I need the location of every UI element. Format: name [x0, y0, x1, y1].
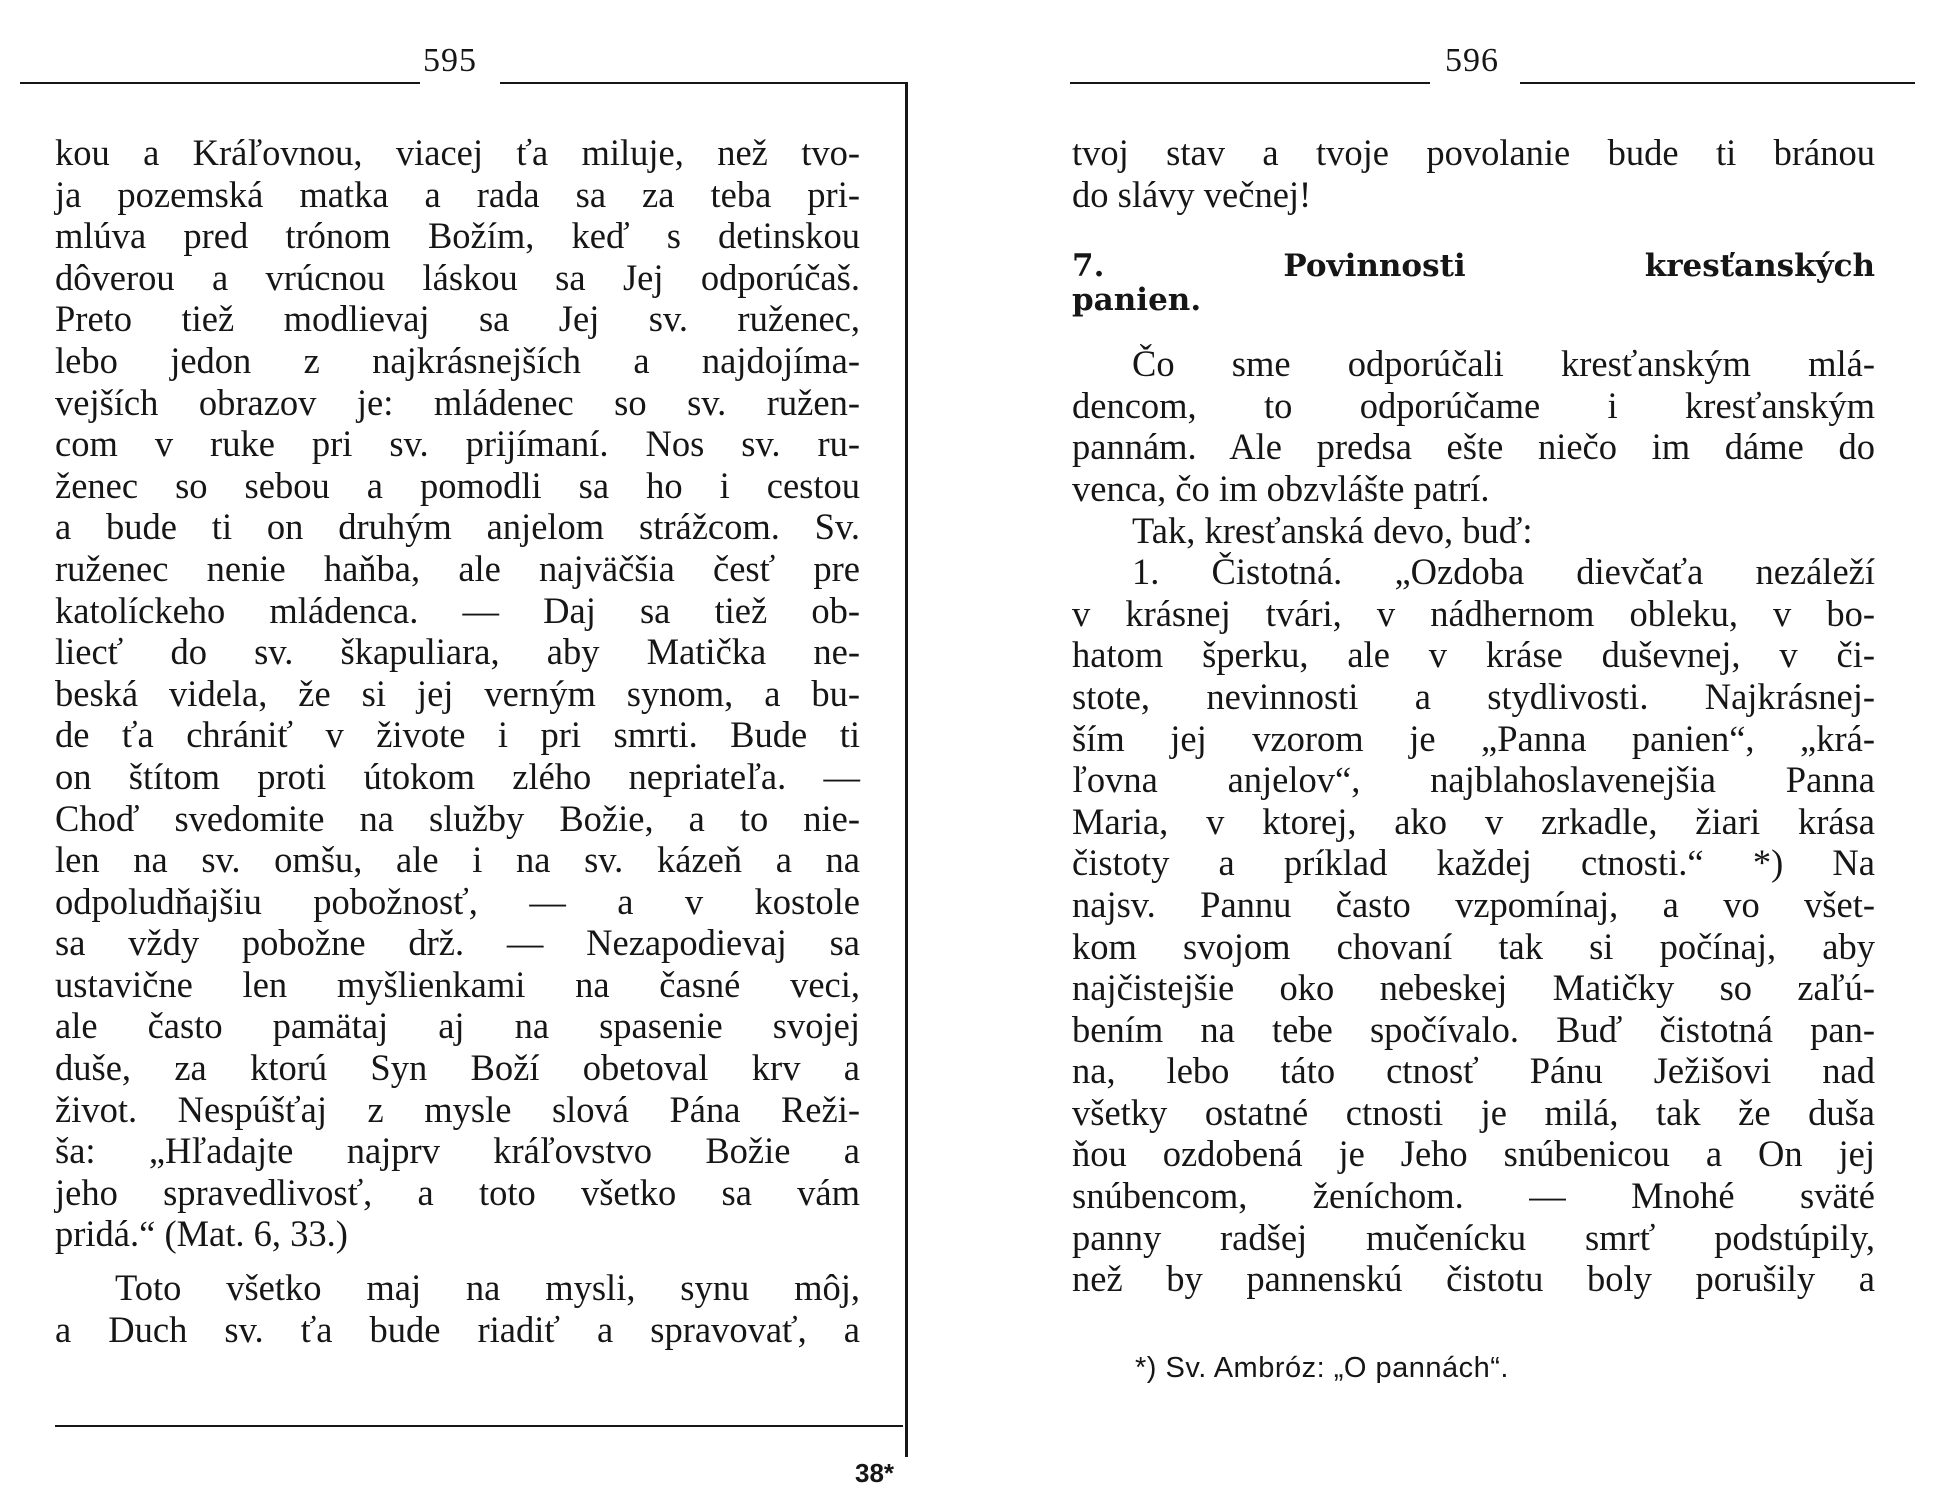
- text-line: najsv. Pannu často vzpomínaj, a vo všet-: [1072, 883, 1875, 925]
- vertical-rule: [905, 82, 908, 1457]
- text-line: vejších obrazov je: mládenec so sv. ružen-: [55, 381, 860, 423]
- text-line: dôverou a vrúcnou láskou sa Jej odporúčaš.: [55, 256, 860, 298]
- text-line: hatom šperku, ale v kráse duševnej, v či-: [1072, 634, 1875, 676]
- text-line: ším jej vzorom je „Panna panien“, „krá-: [1072, 717, 1875, 759]
- text-line: pannám. Ale predsa ešte niečo im dáme do: [1072, 426, 1875, 468]
- header-rule-right: [500, 82, 905, 84]
- text-line: Preto tiež modlievaj sa Jej sv. ruženec,: [55, 298, 860, 340]
- text-line: com v ruke pri sv. prijímaní. Nos sv. ru-: [55, 423, 860, 465]
- text-line: ja pozemská matka a rada sa za teba pri-: [55, 173, 860, 215]
- text-line: a bude ti on druhým anjelom strážcom. Sv.: [55, 506, 860, 548]
- text-line: dencom, to odporúčame i kresťanským: [1072, 384, 1875, 426]
- text-line: do slávy večnej!: [1072, 173, 1312, 215]
- text-line: panny radšej mučenícku smrť podstúpily,: [1072, 1216, 1875, 1258]
- text-line: liecť do sv. škapuliara, aby Matička ne-: [55, 631, 860, 673]
- text-line: Toto všetko maj na mysli, synu môj,: [115, 1267, 860, 1309]
- text-line: Maria, v ktorej, ako v zrkadle, žiari krása: [1072, 800, 1875, 842]
- right-page: [1040, 0, 1940, 1500]
- text-line: čistoty a príklad každej ctnosti.“ *) Na: [1072, 842, 1875, 884]
- text-line: Čo sme odporúčali kresťanským mlá-: [1132, 343, 1875, 385]
- header-rule-left: [20, 82, 420, 84]
- text-line: katolíckeho mládenca. — Daj sa tiež ob-: [55, 589, 860, 631]
- text-line: kom svojom chovaní tak si počínaj, aby: [1072, 925, 1875, 967]
- text-line: len na sv. omšu, ale i na sv. kázeň a na: [55, 839, 860, 881]
- text-line: ša: „Hľadajte najprv kráľovstvo Božie a: [55, 1130, 860, 1172]
- signature-mark: 38*: [855, 1458, 895, 1488]
- left-page: [0, 0, 910, 1500]
- text-line: mlúva pred trónom Božím, keď s detinskou: [55, 215, 860, 257]
- text-line: de ťa chrániť v živote i pri smrti. Bude ti: [55, 714, 860, 756]
- text-line: odpoludňajšiu pobožnosť, — a v kostole: [55, 880, 860, 922]
- section-heading: 7. Povinnosti kresťanských: [1072, 248, 1875, 285]
- text-line: lebo jedon z najkrásnejších a najdojíma-: [55, 339, 860, 381]
- bottom-rule: [55, 1425, 903, 1427]
- text-line: 1. Čistotná. „Ozdoba dievčaťa nezáleží: [1132, 551, 1875, 593]
- body-text: [55, 132, 860, 1350]
- text-line: ženec so sebou a pomodli sa ho i cestou: [55, 464, 860, 506]
- text-line: stote, nevinnosti a stydlivosti. Najkrásnej-: [1072, 675, 1875, 717]
- text-line: Choď svedomite na služby Božie, a to nie-: [55, 797, 860, 839]
- text-line: a Duch sv. ťa bude riadiť a spravovať, a: [55, 1308, 860, 1350]
- text-line: snúbencom, ženíchom. — Mnohé sväté: [1072, 1175, 1875, 1217]
- text-line: Tak, kresťanská devo, buď:: [1132, 509, 1533, 551]
- body-text: [1072, 132, 1875, 1300]
- text-line: ustavične len myšlienkami na časné veci,: [55, 963, 860, 1005]
- page-number: 595: [423, 42, 477, 79]
- header-rule-right: [1520, 82, 1915, 84]
- text-line: on štítom proti útokom zlého nepriateľa. —: [55, 755, 860, 797]
- header-rule-left: [1070, 82, 1430, 84]
- text-line: všetky ostatné ctnosti je milá, tak že duša: [1072, 1091, 1875, 1133]
- text-line: sa vždy pobožne drž. — Nezapodievaj sa: [55, 922, 860, 964]
- section-heading: panien.: [1072, 282, 1202, 319]
- text-line: než by pannenskú čistotu boly porušily a: [1072, 1258, 1875, 1300]
- text-line: kou a Kráľovnou, viacej ťa miluje, než tvo-: [55, 132, 860, 173]
- footnote: *) Sv. Ambróz: „O pannách“.: [1135, 1352, 1509, 1384]
- text-line: v krásnej tvári, v nádhernom obleku, v bo-: [1072, 592, 1875, 634]
- text-line: život. Nespúšťaj z mysle slová Pána Reži-: [55, 1088, 860, 1130]
- text-line: venca, čo im obzvlášte patrí.: [1072, 467, 1490, 509]
- text-line: najčistejšie oko nebeskej Matičky so zaľú-: [1072, 967, 1875, 1009]
- text-line: pridá.“ (Mat. 6, 33.): [55, 1213, 348, 1255]
- text-line: tvoj stav a tvoje povolanie bude ti bránou: [1072, 132, 1875, 173]
- text-line: beská videla, že si jej verným synom, a bu-: [55, 672, 860, 714]
- text-line: ale často pamätaj aj na spasenie svojej: [55, 1005, 860, 1047]
- text-line: ľovna anjelov“, najblahoslavenejšia Panna: [1072, 759, 1875, 801]
- text-line: na, lebo táto ctnosť Pánu Ježišovi nad: [1072, 1050, 1875, 1092]
- text-line: jeho spravedlivosť, a toto všetko sa vám: [55, 1171, 860, 1213]
- page-number: 596: [1445, 42, 1499, 79]
- text-line: duše, za ktorú Syn Boží obetoval krv a: [55, 1047, 860, 1089]
- text-line: ruženec nenie haňba, ale najväčšia česť pre: [55, 547, 860, 589]
- text-line: ňou ozdobená je Jeho snúbenicou a On jej: [1072, 1133, 1875, 1175]
- text-line: bením na tebe spočívalo. Buď čistotná pan-: [1072, 1008, 1875, 1050]
